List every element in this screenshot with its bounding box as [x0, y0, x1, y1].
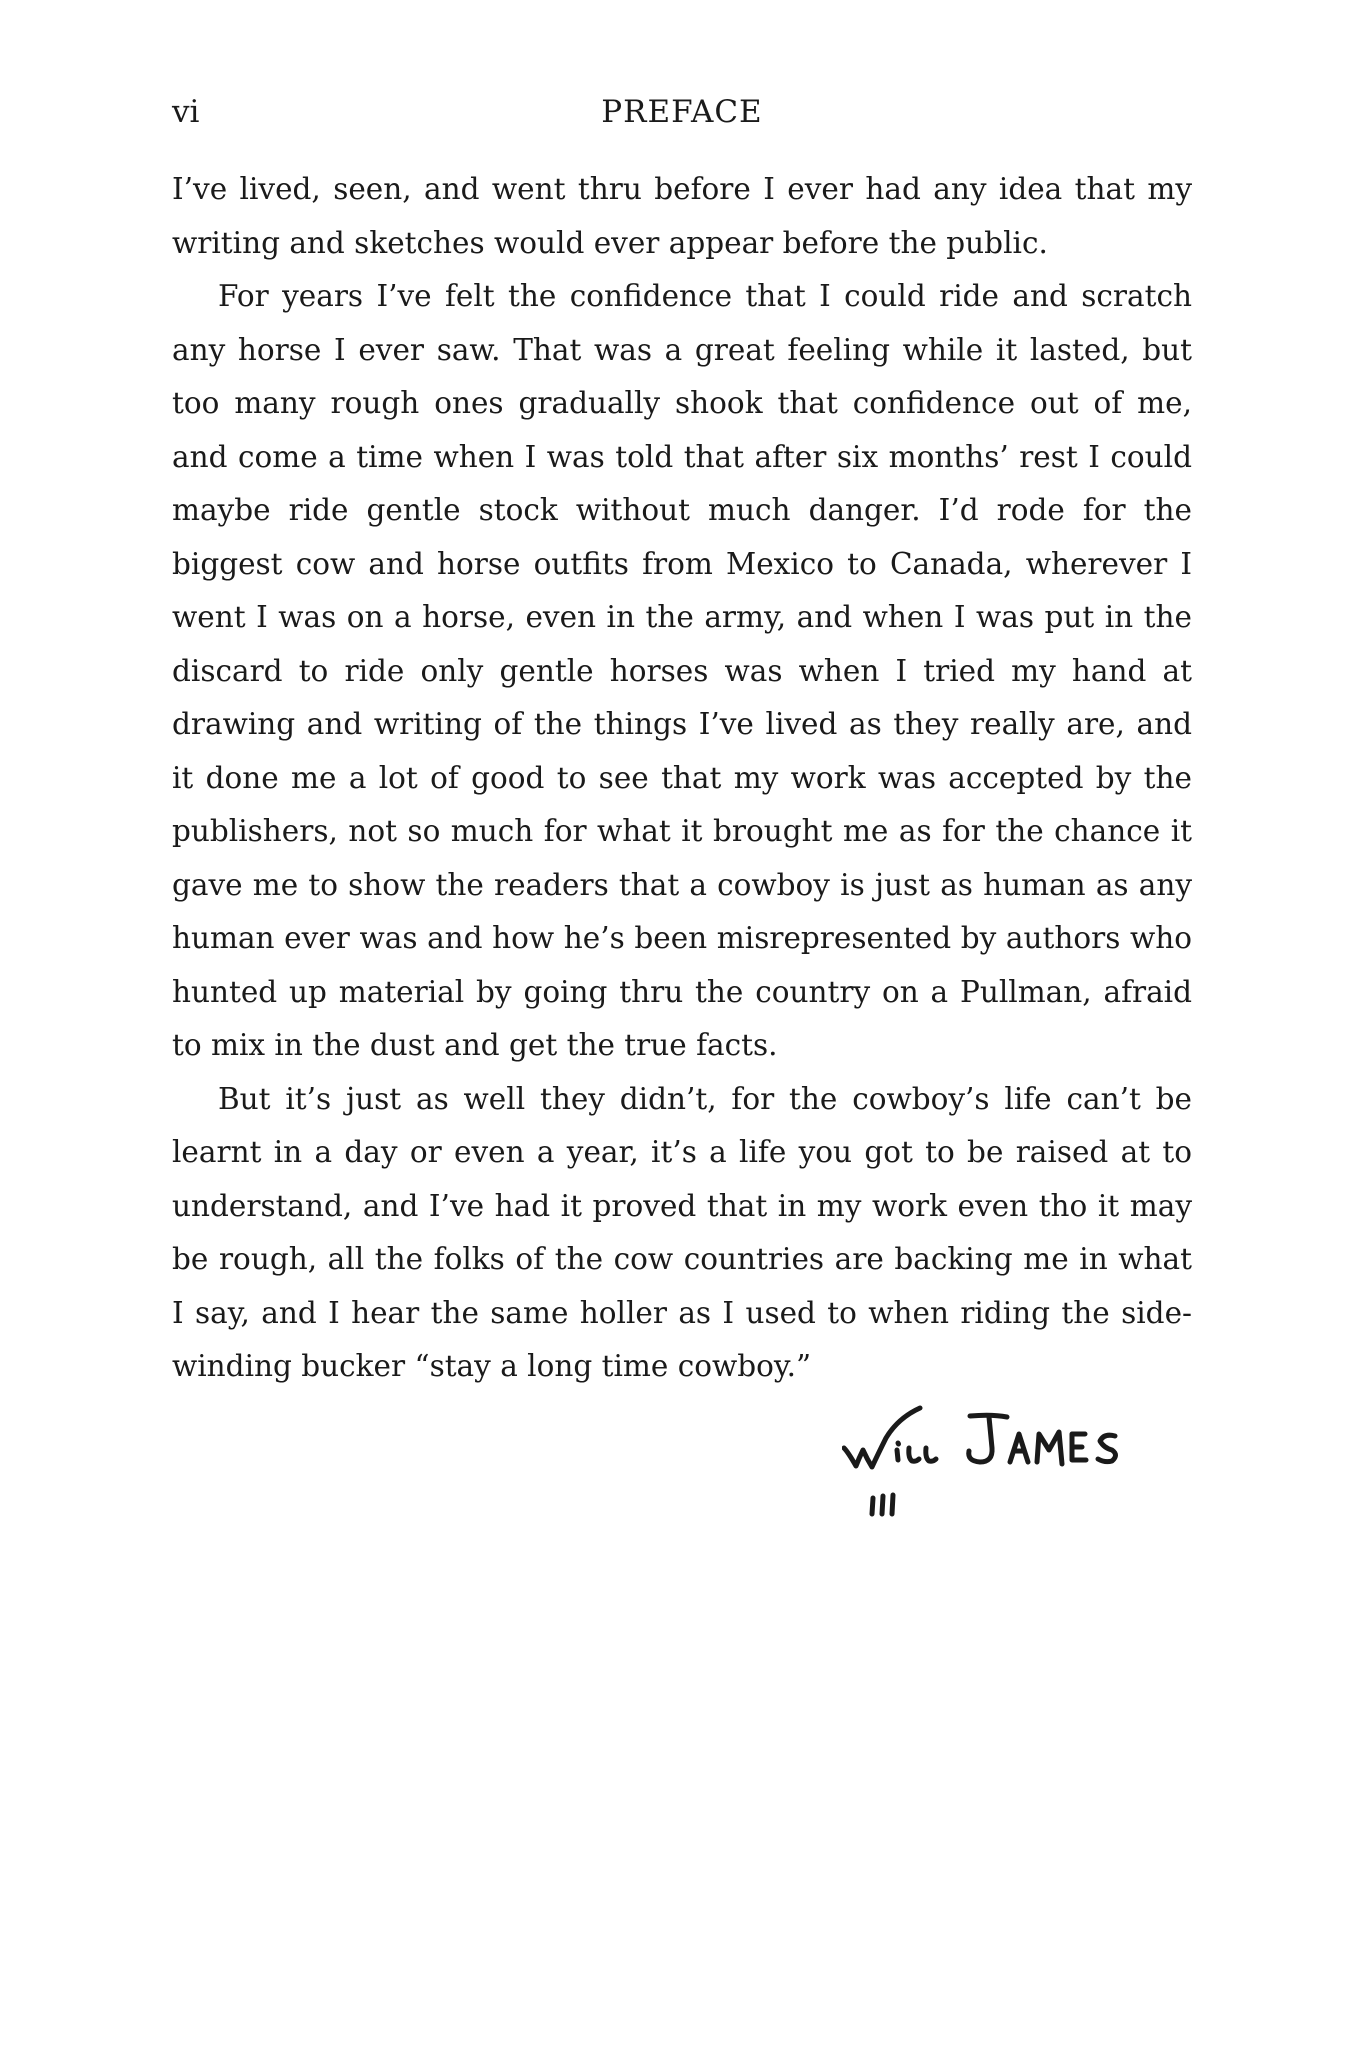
paragraph-3: But it’s just as well they didn’t, for the cowboy’s life can’t be learnt in a day or even a year, it’s a life you got to be raised at to understand, and I’ve had it proved that in my work even tho it may be rough, all the folks of the cow countries are backing me in what I say, and I hear the same holler as I used to when riding the side-winding bucker “stay a long time cowboy.”	[172, 1081, 1192, 1383]
running-head	[172, 92, 1192, 132]
body-text	[172, 163, 1192, 1394]
page-number: vi	[172, 94, 200, 130]
paragraph-1: I’ve lived, seen, and went thru before I ever had any idea that my writing and sketches would ever appear before the public.	[172, 172, 1192, 260]
signature-drawing	[842, 1388, 1182, 1548]
paragraph-2: For years I’ve felt the confidence that I could ride and scratch any horse I ever saw. That was a great feeling while it lasted, but too many rough ones gradually shook that confidence out of me, and come a time when I was told that after six months’ rest I could maybe ride gentle stock without much danger. I’d rode for the biggest cow and horse outfits from Mexico to Canada, wherever I went I was on a horse, even in the army, and when I was put in the discard to ride only gentle horses was when I tried my hand at drawing and writing of the things I’ve lived as they really are, and it done me a lot of good to see that my work was accepted by the publishers, not so much for what it brought me as for the chance it gave me to show the readers that a cowboy is just as human as any human ever was and how he’s been misrepresented by authors who hunted up material by going thru the country on a Pullman, afraid to mix in the dust and get the true facts.	[172, 279, 1192, 1062]
running-title: PREFACE	[601, 94, 763, 130]
author-signature	[842, 1388, 1182, 1548]
